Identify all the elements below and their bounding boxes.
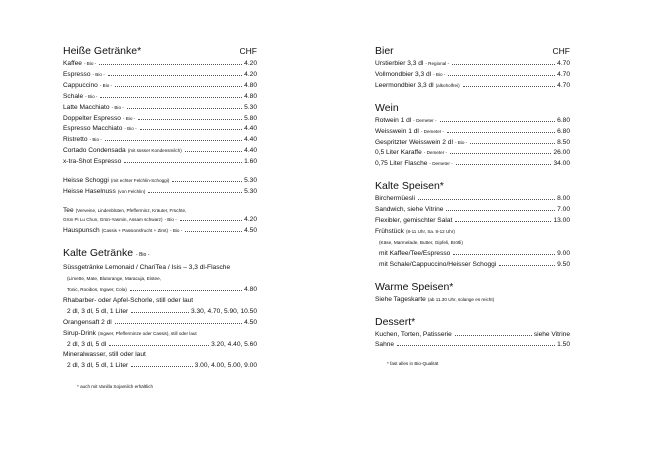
tea-row: [63, 206, 257, 216]
cold-food-row-name: Sandwich, siehe Vitrine: [375, 206, 444, 214]
chocolate-row: [63, 176, 257, 187]
hot-drink-row-tag: - Bio -: [89, 137, 102, 143]
leader-dots: [172, 181, 242, 182]
cold-food-row: [375, 216, 570, 227]
sahne-name: Sahne: [375, 341, 395, 349]
breakfast-opt1-row: [375, 249, 570, 260]
beer-row: [375, 70, 570, 81]
chocolate-row-tag: (mit echter Felchlin-Schoggi): [110, 178, 170, 184]
lemonaid-desc-2: Tonic, Rooibos, Ingwer, Cola): [67, 287, 127, 292]
hot-drink-row-name: Espresso: [63, 70, 91, 78]
beer-row-tag: - Bio -: [433, 71, 446, 77]
wine-row-tag: - Demeter -: [413, 117, 437, 123]
beer-row-name: Leermondbier 3,3 dl: [375, 81, 434, 89]
cold-food-row-price: 8.00: [557, 195, 570, 203]
wine-row-price: 6.80: [557, 127, 570, 135]
beer-row: [375, 59, 570, 70]
hot-drink-row-name: Espresso Macchiato: [63, 125, 123, 133]
leader-dots: [418, 199, 555, 200]
wine-row: [375, 138, 570, 149]
sirup-prices: 3.20, 4.40, 5.60: [211, 340, 257, 348]
leader-dots: [470, 143, 555, 144]
chocolate-row-price: 5.30: [244, 187, 257, 195]
beer-row-price: 4.70: [557, 60, 570, 67]
beer-row-tag: - Regional -: [425, 61, 450, 66]
rhabarber-prices: 3.30, 4.70, 5.90, 10.50: [191, 307, 257, 315]
leader-dots: [440, 121, 556, 122]
leader-dots: [446, 210, 555, 211]
hot-drink-row-name: Kaffee: [63, 60, 82, 67]
breakfast-desc: (Käse, Marmelade, Butter, Gipfeli, Brötli): [379, 239, 463, 245]
warm-food-row: [375, 295, 570, 306]
wine-row-tag: - Demeter -: [420, 128, 445, 134]
hot-drink-row-price: 5.30: [244, 103, 257, 111]
hot-drink-row-tag: - Bio -: [99, 82, 113, 88]
leader-dots: [452, 64, 555, 65]
beer-currency-label: CHF: [552, 46, 570, 56]
cold-drinks-title: Kalte Getränke: [63, 247, 134, 260]
chocolate-row-name: Heisse Schoggi: [63, 177, 109, 185]
hot-drink-row-tag: - Bio -: [111, 104, 124, 110]
beer-row-name: Urstierbier 3,3 dl: [375, 60, 424, 67]
beer-title: Bier: [375, 45, 394, 57]
mineral-sizes: 2 dl, 3 dl, 5 dl, 1 Liter: [67, 362, 129, 370]
hot-drink-row-tag: (mit süsser Kondensmilch): [127, 148, 182, 154]
right-menu-column: [375, 44, 570, 366]
wine-row-name: 0,5 Liter Karaffe: [375, 149, 422, 157]
wine-row-tag: - Demeter -: [423, 150, 448, 156]
hot-drink-row-tag: - Bio -: [83, 61, 97, 66]
hot-drinks-header: [63, 44, 257, 58]
mineral-sizes-row: [63, 361, 257, 372]
kuchen-row: [375, 330, 570, 341]
hot-drink-row: [63, 146, 257, 157]
lemonaid-price: 4.80: [244, 286, 257, 293]
warm-food-item: Siehe Tageskarte: [375, 295, 426, 303]
wine-row-name: Weisswein 1 dl: [375, 127, 419, 135]
tea-tag: - Bio -: [164, 217, 177, 223]
leader-dots: [105, 140, 242, 141]
leader-dots: [124, 162, 242, 163]
hot-drink-row: [63, 124, 257, 135]
orange-price: 4.50: [244, 318, 257, 326]
beer-list: [375, 59, 570, 92]
sirup-desc: (Ingwer, Pfefferminze oder Cassis), still oder laut: [97, 330, 197, 336]
beer-row-price: 4.70: [557, 70, 570, 78]
dessert-header: [375, 315, 570, 329]
breakfast-hours: (8-11 Uhr, Sa. 8-12 Uhr): [405, 228, 455, 234]
hot-drink-row-price: 4.20: [244, 60, 257, 67]
punsch-tag: - Bio -: [170, 228, 183, 234]
beer-row-price: 4.70: [557, 81, 570, 89]
hot-drink-row-price: 4.40: [244, 125, 257, 133]
breakfast-name: Frühstück: [375, 227, 404, 235]
cold-food-row-name: Birchermüesli: [375, 195, 415, 203]
wine-row: [375, 159, 570, 170]
currency-label: CHF: [239, 46, 257, 56]
hot-drink-row-name: Schale: [63, 92, 84, 100]
leader-dots: [450, 153, 551, 154]
hot-drink-row-price: 4.40: [244, 136, 257, 144]
hot-drinks-list: [63, 59, 257, 168]
mineral-row: [63, 350, 257, 361]
breakfast-opt1: mit Kaffee/Tee/Espresso: [379, 249, 451, 257]
wine-row-price: 26.00: [553, 149, 570, 157]
chocolate-list: [63, 176, 257, 198]
leader-dots: [108, 75, 242, 76]
tea-desc-1: (Verveine, Lindenblüten, Pfefferminz, Kräuter, Früchte,: [75, 207, 187, 213]
breakfast-price1: 9.00: [557, 249, 570, 257]
leader-dots: [138, 119, 242, 120]
cold-food-row: [375, 205, 570, 216]
hot-drink-row-name: Ristretto: [63, 136, 88, 144]
hot-drink-row: [63, 157, 257, 168]
wine-row-name: Rotwein 1 dl: [375, 116, 412, 124]
hot-drink-row-tag: - Bio -: [124, 126, 137, 132]
beer-row-tag: (alkoholfrei): [435, 82, 460, 88]
rhabarber-sizes: 2 dl, 3 dl, 5 dl, 1 Liter: [67, 307, 129, 315]
breakfast-opt2: mit Schale/Cappuccino/Heisser Schoggi: [379, 260, 497, 268]
sirup-row: [63, 329, 257, 340]
hot-drink-row: [63, 70, 257, 81]
hot-drink-row-name: Doppelter Espresso: [63, 114, 121, 122]
kuchen-name: Kuchen, Torten, Patisserie: [375, 330, 452, 338]
sahne-row: [375, 340, 570, 351]
beer-header: [375, 44, 570, 58]
hot-drinks-title: Heiße Getränke*: [63, 45, 142, 57]
leader-dots: [463, 86, 556, 87]
leader-dots: [140, 129, 243, 130]
cold-drinks-tag: - Bio -: [136, 252, 150, 259]
cold-food-row-name: Flexibler, gemischter Salat: [375, 217, 453, 225]
leader-dots: [115, 86, 242, 87]
wine-title: Wein: [375, 101, 399, 114]
tea-desc-2: Grün Pi Lu Chun, Grün-Yasmin, Assam schwarz): [63, 217, 163, 223]
leader-dots: [448, 75, 555, 76]
wine-row-name: 0,75 Liter Flasche: [375, 160, 428, 168]
hot-drink-row-tag: - Bio -: [122, 115, 136, 121]
cold-food-row: [375, 194, 570, 205]
hot-drink-row: [63, 92, 257, 103]
lemonaid-row-2: [63, 285, 257, 296]
wine-list: [375, 116, 570, 171]
lemonaid-name: Süssgetränke Lemonaid / ChariTea / Isis – 3,3 dl-Flasche: [63, 264, 231, 272]
sirup-sizes: 2 dl, 3 dl, 5 dl: [67, 340, 107, 348]
dessert-title: Dessert*: [375, 315, 416, 328]
cold-food-header: [375, 179, 570, 193]
punsch-name: Hauspunsch: [63, 227, 100, 235]
kuchen-price: siehe Vitrine: [533, 330, 570, 338]
wine-row: [375, 116, 570, 127]
breakfast-row: [375, 227, 570, 238]
wine-header: [375, 101, 570, 115]
mineral-prices: 3.00, 4.00, 5.00, 9.00: [194, 362, 257, 370]
punsch-row: [63, 226, 257, 237]
rhabarber-sizes-row: [63, 307, 257, 318]
chocolate-row: [63, 187, 257, 198]
hot-drink-row: [63, 59, 257, 70]
chocolate-row-price: 5.30: [244, 177, 257, 185]
tea-price: 4.20: [244, 216, 257, 224]
hot-drink-row-price: 4.20: [244, 70, 257, 78]
hot-drink-row-price: 4.80: [244, 92, 257, 100]
cold-food-row-price: 7.00: [557, 206, 570, 214]
leader-dots: [99, 64, 242, 65]
lemonaid-row: [63, 263, 257, 274]
hot-drink-row-tag: - Bio -: [92, 71, 105, 77]
chocolate-row-tag: (von Felchlin): [117, 188, 146, 194]
chocolate-row-name: Heisse Haselnuss: [63, 187, 116, 195]
leader-dots: [456, 164, 552, 165]
sahne-price: 1.50: [557, 341, 570, 349]
hot-drink-row-name: Cappuccino: [63, 81, 98, 89]
rhabarber-row: [63, 296, 257, 307]
hot-drink-row-price: 4.80: [244, 81, 257, 89]
wine-row-tag: - Bio -: [454, 139, 468, 145]
tea-row-2: [63, 215, 257, 226]
sirup-name: Sirup-Drink: [63, 329, 96, 337]
warm-food-header: [375, 280, 570, 294]
beer-row: [375, 81, 570, 92]
hot-drink-row: [63, 114, 257, 125]
lemonaid-desc-1: (Limette, Mate, Blutorange, Maracuja, Eistee,: [67, 276, 162, 282]
breakfast-price2: 9.50: [557, 260, 570, 268]
wine-row: [375, 148, 570, 159]
rhabarber-name: Rhabarber- oder Apfel-Schorle, still oder laut: [63, 296, 194, 304]
wine-row-price: 34.00: [553, 160, 570, 168]
hot-drink-row-tag: - Bio -: [85, 93, 98, 99]
hot-drink-row-price: 1.60: [244, 158, 257, 166]
beer-row-name: Vollmondbier 3,3 dl: [375, 70, 432, 78]
breakfast-opt2-row: [375, 260, 570, 271]
punsch-desc: (Cassis + Passionsfrucht + Zimt): [101, 228, 169, 234]
warm-food-title: Warme Speisen*: [375, 280, 454, 293]
orange-row: [63, 318, 257, 329]
left-menu-column: [63, 44, 257, 389]
hot-drink-row-price: 4.40: [244, 147, 257, 155]
wine-row-price: 6.80: [557, 116, 570, 124]
cold-food-title: Kalte Speisen*: [375, 180, 444, 193]
mineral-name: Mineralwasser, still oder laut: [63, 351, 146, 359]
cold-food-row-price: 13.00: [553, 217, 570, 225]
leader-dots: [185, 151, 242, 152]
punsch-price: 4.50: [244, 227, 257, 235]
cold-drinks-header: [63, 246, 257, 262]
hot-drink-row-price: 5.80: [244, 114, 257, 122]
orange-name: Orangensaft 2 dl: [63, 318, 112, 326]
tea-name: Tee: [63, 206, 74, 214]
wine-row: [375, 127, 570, 138]
hot-drink-row-name: Latte Macchiato: [63, 103, 110, 111]
wine-row-price: 8.50: [557, 138, 570, 146]
leader-dots: [148, 192, 242, 193]
hot-drink-row: [63, 81, 257, 92]
leader-dots: [100, 97, 242, 98]
hot-drink-row: [63, 135, 257, 146]
leader-dots: [127, 108, 242, 109]
sirup-sizes-row: [63, 340, 257, 351]
leader-dots: [447, 132, 555, 133]
leader-dots: [455, 221, 551, 222]
wine-row-tag: - Demeter -: [429, 161, 453, 167]
warm-food-note: (ab 11.30 Uhr, solange es reicht): [427, 296, 495, 302]
cold-food-list: [375, 194, 570, 227]
right-footnote: * fast alles in Bio-Qualität: [387, 361, 439, 367]
hot-drink-row: [63, 103, 257, 114]
wine-row-name: Gespritzter Weisswein 2 dl: [375, 138, 453, 146]
hot-drink-row-name: Cortado Condensada: [63, 147, 126, 155]
left-footnote: * auch mit Vanilla Sojamilch erhältlich: [77, 384, 154, 390]
hot-drink-row-name: x-tra-Shot Espresso: [63, 158, 122, 166]
